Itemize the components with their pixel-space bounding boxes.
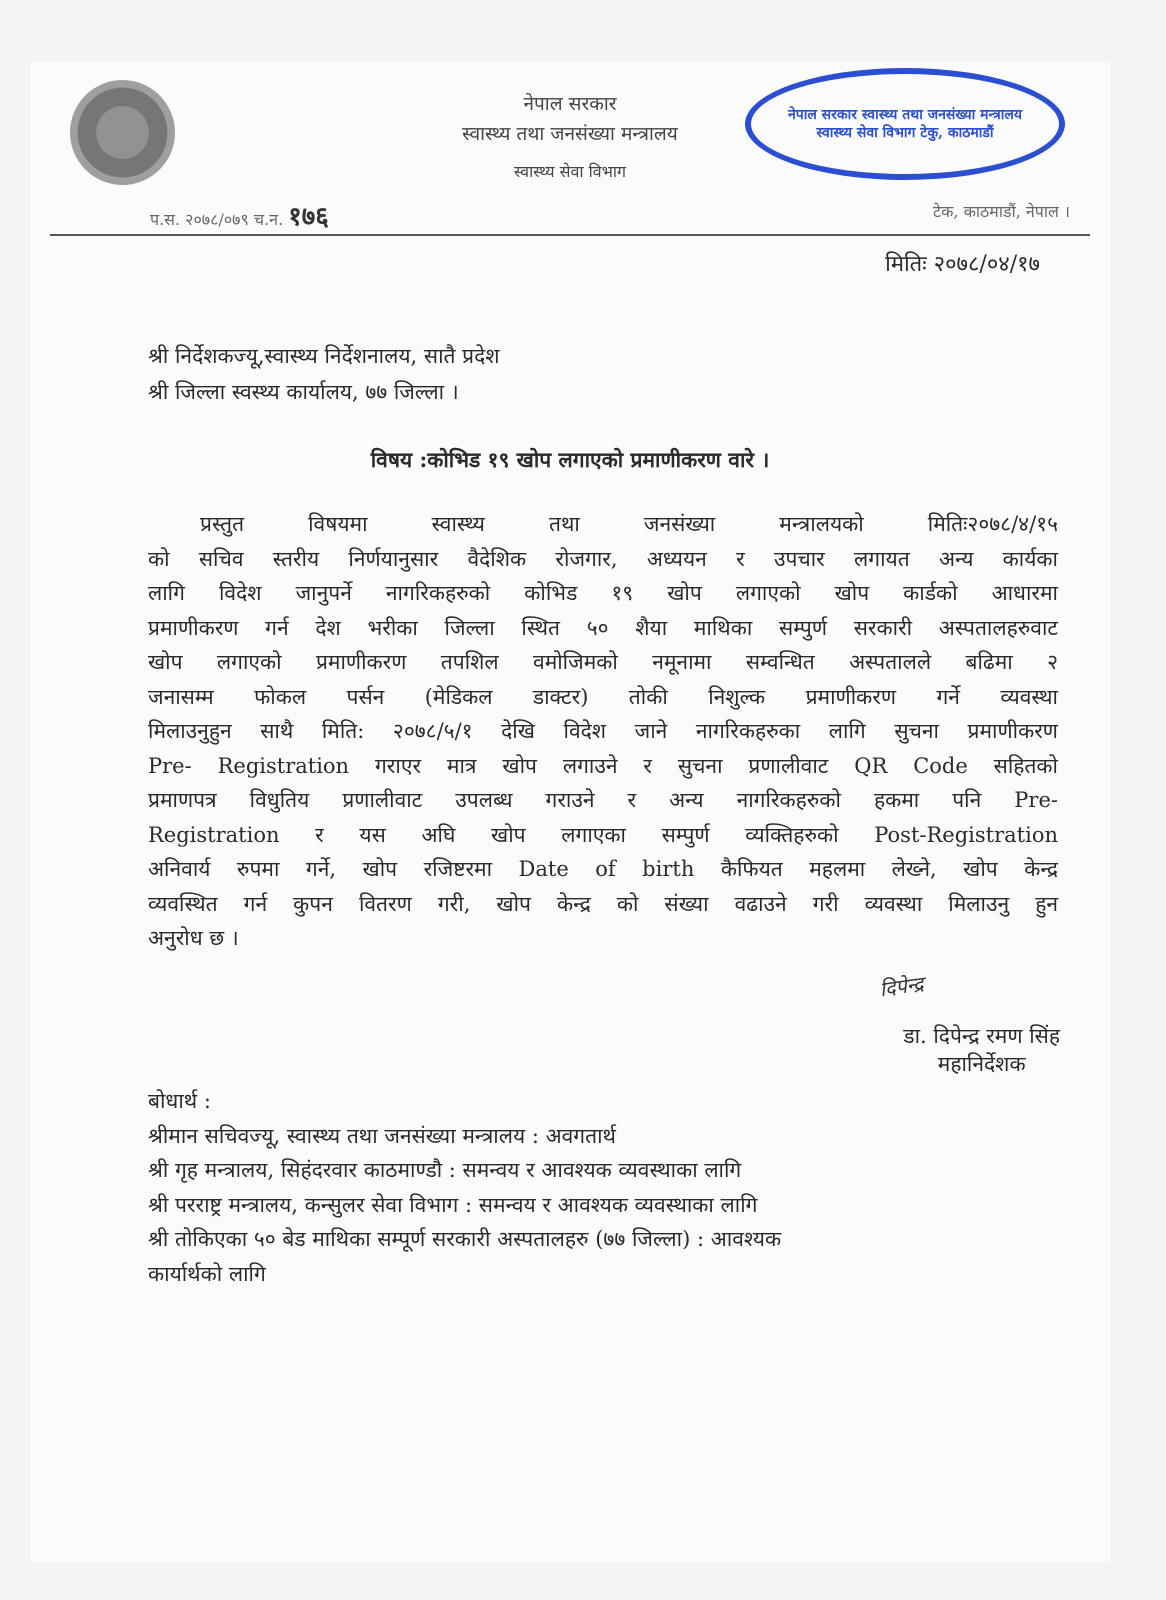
body-line: Pre- Registration गराएर मात्र खोप लगाउने र सुचना प्रणालीवाट QR Code सहितको	[148, 753, 1058, 778]
cc-label: बोधार्थ :	[148, 1089, 211, 1113]
handwritten-signature: दिपेन्द्र	[878, 971, 925, 1002]
ref-label: प.स. २०७८/०७९ च.न.	[150, 210, 284, 229]
govt-heading: नेपाल सरकार	[523, 93, 617, 115]
body-line: को सचिव स्तरीय निर्णयानुसार वैदेशिक रोजगार, अध्ययन र उपचार लगायत अन्य कार्यका	[148, 546, 1058, 571]
cc-line: श्री तोकिएका ५० बेड माथिका सम्पूर्ण सरकारी अस्पतालहरु (७७ जिल्ला) : आवश्यक	[148, 1227, 782, 1251]
body-line: खोप लगाएको प्रमाणीकरण तपशिल वमोजिमको नमूनामा सम्वन्धित अस्पतालले बढिमा २	[148, 650, 1058, 674]
stamp-text: नेपाल सरकार स्वास्थ्य तथा जनसंख्या मन्त्रालय स्वास्थ्य सेवा विभाग टेकु, काठमाडौं	[787, 107, 1023, 141]
office-address: टेक, काठमाडौं, नेपाल ।	[933, 202, 1070, 221]
header-divider	[50, 234, 1090, 236]
signatory-name: डा. दिपेन्द्र रमण सिंह	[903, 1024, 1060, 1048]
letter-date: मितिः २०७८/०४/१७	[885, 252, 1040, 277]
ministry-heading: स्वास्थ्य तथा जनसंख्या मन्त्रालय	[462, 123, 678, 145]
body-line: मिलाउनुहुन साथै मिति: २०७८/५/१ देखि विदेश जाने नागरिकहरुका लागि सुचना प्रमाणीकरण	[148, 719, 1058, 743]
cc-section	[148, 1087, 781, 1294]
cc-line: श्री गृह मन्त्रालय, सिहंदरवार काठमाण्डौ : समन्वय र आवश्यक व्यवस्थाका लागि	[148, 1158, 742, 1182]
official-stamp	[745, 68, 1065, 180]
cc-line: श्रीमान सचिवज्यू, स्वास्थ्य तथा जनसंख्या मन्त्रालय : अवगतार्थ	[148, 1123, 616, 1148]
reference-number	[150, 197, 329, 233]
department-heading: स्वास्थ्य सेवा विभाग	[513, 162, 627, 181]
body-line: Registration र यस अघि खोप लगाएका सम्पुर्ण व्यक्तिहरुको Post-Registration	[148, 822, 1058, 847]
body-line: लागि विदेश जानुपर्ने नागरिकहरुको कोभिड १९ खोप लगाएको खोप कार्डको आधारमा	[148, 581, 1058, 605]
body-line: व्यवस्थित गर्न कुपन वितरण गरी, खोप केन्द्र को संख्या वढाउने गरी व्यवस्था मिलाउनु हुन	[148, 891, 1058, 916]
ref-number: १७६	[288, 202, 329, 232]
body-line: प्रमाणीकरण गर्न देश भरीका जिल्ला स्थित ५० शैया माथिका सम्पुर्ण सरकारी अस्पतालहरुवाट	[148, 615, 1058, 640]
body-line: जनासम्म फोकल पर्सन (मेडिकल डाक्टर) तोकी निशुल्क प्रमाणीकरण गर्ने व्यवस्था	[148, 684, 1058, 709]
cc-line: श्री परराष्ट्र मन्त्रालय, कन्सुलर सेवा विभाग : समन्वय र आवश्यक व्यवस्थाका लागि	[148, 1192, 758, 1217]
letter-body	[148, 510, 1058, 959]
letter-page	[30, 62, 1110, 1562]
cc-line: कार्यार्थको लागि	[148, 1261, 266, 1286]
body-line: प्रमाणपत्र विधुतिय प्रणालीवाट उपलब्ध गराउने र अन्य नागरिकहरुको हकमा पनि Pre-	[148, 788, 1058, 812]
recipient-line: श्री निर्देशकज्यू,स्वास्थ्य निर्देशनालय, सातै प्रदेश	[148, 344, 500, 368]
subject-line: विषय :कोभिड १९ खोप लगाएको प्रमाणीकरण वारे ।	[370, 447, 770, 472]
signatory	[903, 1022, 1060, 1078]
signatory-title: महानिर्देशक	[937, 1052, 1026, 1076]
body-line: अनुरोध छ ।	[148, 926, 239, 950]
body-line: प्रस्तुत विषयमा स्वास्थ्य तथा जनसंख्या मन्त्रालयको मितिः२०७८/४/१५	[200, 512, 1058, 536]
recipient-line: श्री जिल्ला स्वस्थ्य कार्यालय, ७७ जिल्ला ।	[148, 380, 459, 404]
body-line: अनिवार्य रुपमा गर्ने, खोप रजिष्टरमा Date of birth कैफियत महलमा लेख्ने, खोप केन्द्र	[148, 857, 1058, 881]
